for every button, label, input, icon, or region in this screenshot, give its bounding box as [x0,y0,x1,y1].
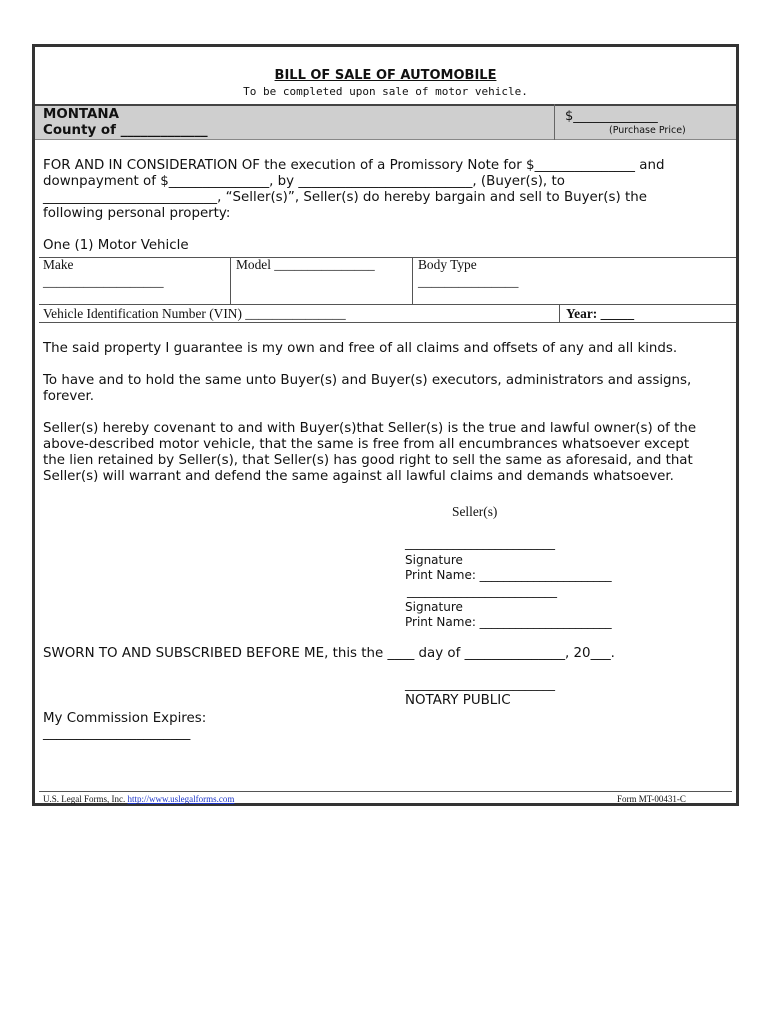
header-band-divider [554,104,555,140]
body-type-label: Body Type [418,257,477,272]
body-type-field[interactable]: _______________ [418,274,519,289]
purchase-price-field[interactable]: $_____________ [565,109,658,124]
signature-2-line[interactable]: _________________________ [407,584,557,598]
consideration-line-1: FOR AND IN CONSIDERATION OF the execution of a Promissory Note for $_______________ and [43,158,665,173]
notary-public-label: NOTARY PUBLIC [405,693,511,708]
document-subtitle: To be completed upon sale of motor vehicle. [243,85,528,98]
purchase-price-caption: (Purchase Price) [609,125,686,136]
model-field[interactable]: Model _______________ [236,257,375,272]
county-field[interactable]: County of _____________ [43,123,208,138]
vehicle-heading: One (1) Motor Vehicle [43,238,189,253]
print-name-1-field[interactable]: Print Name: ______________________ [405,568,612,582]
make-field[interactable]: __________________ [43,274,164,289]
footer-link[interactable]: http://www.uslegalforms.com [127,794,235,804]
footer-publisher [43,794,234,804]
signature-1-label: Signature [405,553,463,567]
sellers-heading: Seller(s) [452,504,498,519]
covenant-line-2: above-described motor vehicle, that the same is free from all encumbrances whatsoever except [43,437,690,452]
document-title: BILL OF SALE OF AUTOMOBILE [274,68,497,83]
vin-row-divider [559,305,560,323]
consideration-line-2: downpayment of $_______________, by __________________________, (Buyer(s), to [43,174,565,189]
consideration-line-4: following personal property: [43,206,231,221]
consideration-line-3: __________________________, “Seller(s)”, Seller(s) do hereby bargain and sell to Buyer(s) the [43,190,647,205]
signature-2-label: Signature [405,600,463,614]
print-name-2-field[interactable]: Print Name: ______________________ [405,615,612,629]
footer-divider [39,791,732,792]
signature-1-line[interactable]: _________________________ [405,536,555,550]
make-label: Make [43,257,74,272]
to-have-line-2: forever. [43,389,95,404]
year-field[interactable]: Year: _____ [566,306,635,321]
to-have-line-1: To have and to hold the same unto Buyer(s) and Buyer(s) executors, administrators and assigns, [43,373,692,388]
bill-of-sale-form [32,44,739,806]
vin-field[interactable]: Vehicle Identification Number (VIN) _______________ [43,306,346,321]
vehicle-table-divider-1 [230,257,231,305]
covenant-line-3: the lien retained by Seller(s), that Seller(s) has good right to sell the same as aforesaid, and that [43,453,693,468]
state-label: MONTANA [43,107,119,122]
commission-expires-label: My Commission Expires: [43,711,207,726]
guarantee-text: The said property I guarantee is my own and free of all claims and offsets of any and all kinds. [43,341,678,356]
vehicle-table-divider-2 [412,257,413,305]
sworn-statement: SWORN TO AND SUBSCRIBED BEFORE ME, this the ____ day of _______________, 20___. [43,646,615,661]
notary-signature-line[interactable]: _________________________ [405,677,555,691]
covenant-line-4: Seller(s) will warrant and defend the same against all lawful claims and demands whatsoever. [43,469,674,484]
footer-publisher-text: U.S. Legal Forms, Inc. [43,794,128,804]
covenant-line-1: Seller(s) hereby covenant to and with Buyer(s)that Seller(s) is the true and lawful owner(s) of the [43,421,697,436]
form-number: Form MT-00431-C [617,794,686,804]
commission-expires-field[interactable]: ______________________ [43,726,191,741]
